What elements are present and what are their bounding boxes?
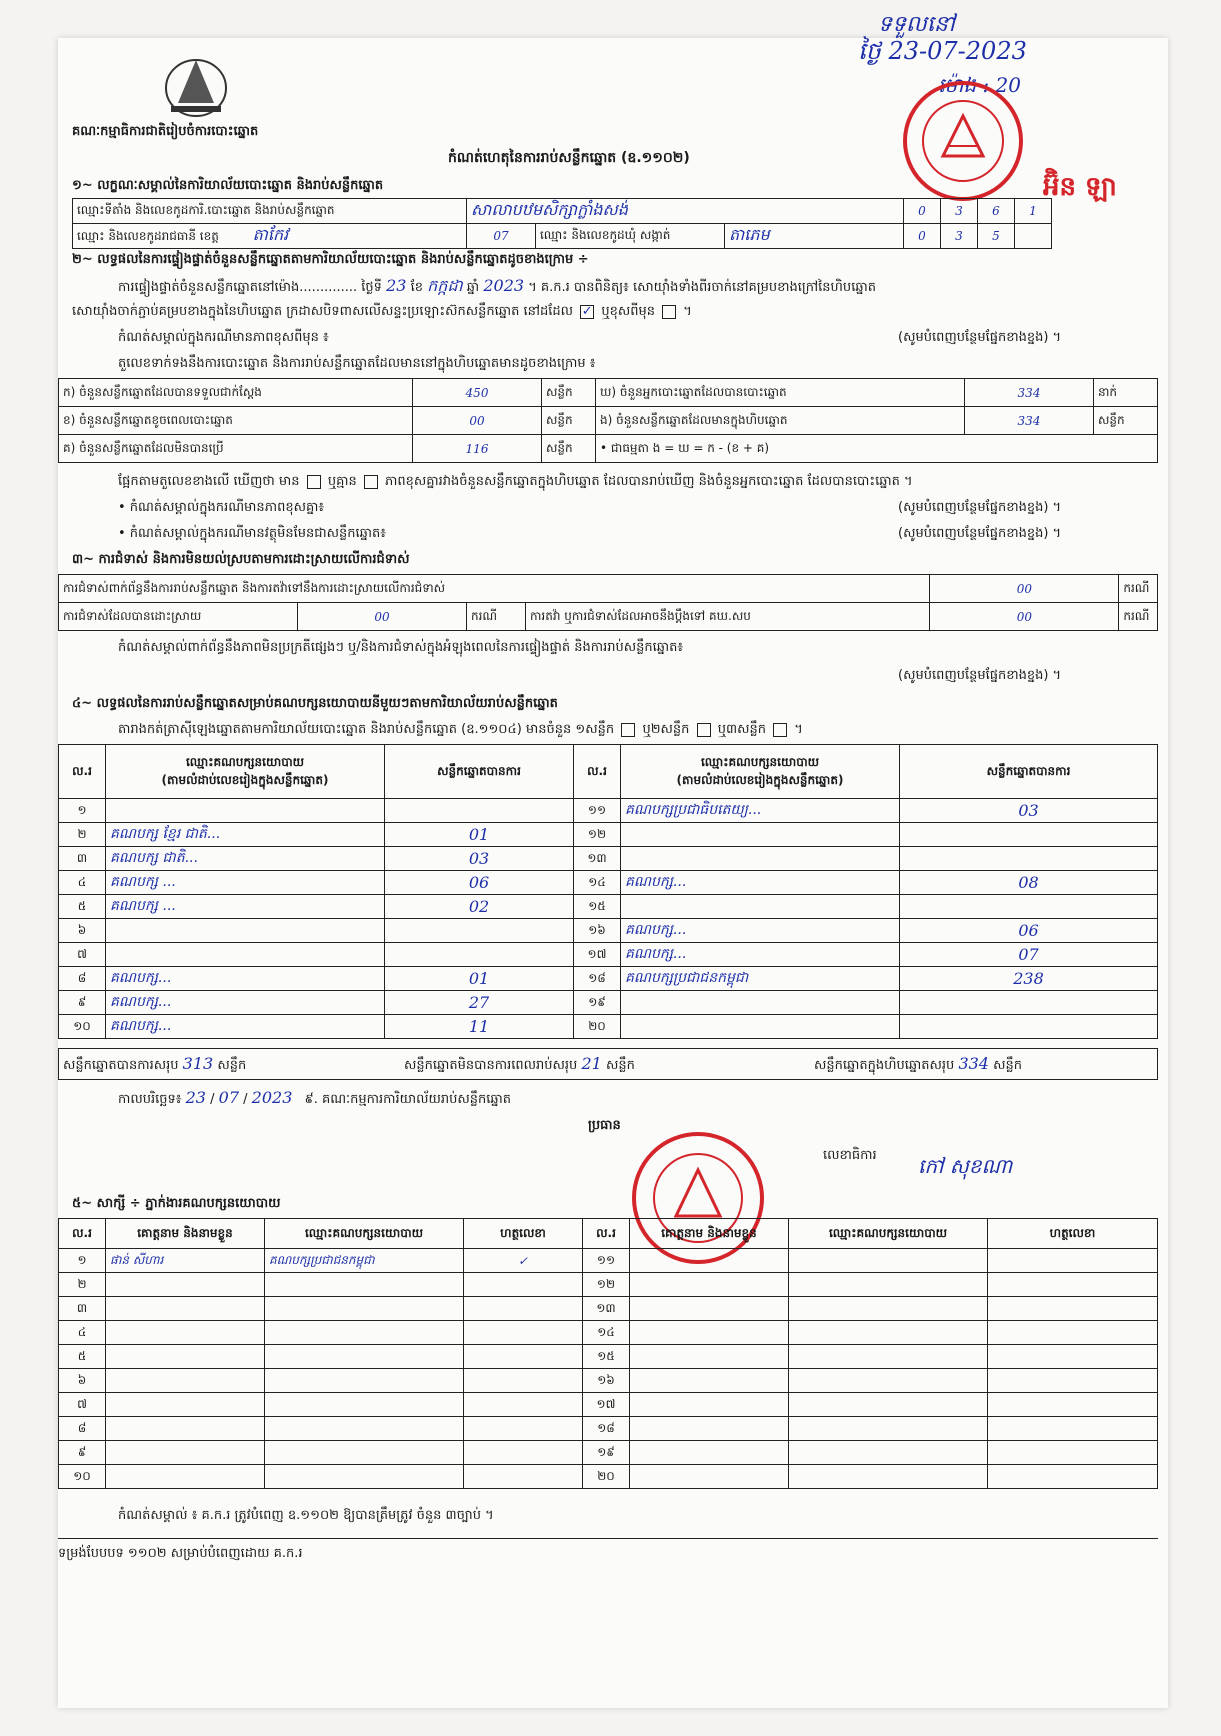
- witness-name: [630, 1465, 789, 1489]
- location-label: ឈ្មោះទីតាំង និងលេខកូដការិ.បោះឆ្នោត និងរាប់សន្លឹកឆ្នោត: [73, 199, 467, 224]
- witness-table: [58, 1218, 1158, 1489]
- section5-heading: ៥~ សាក្សី ÷ ភ្នាក់ងារគណបក្សនយោបាយ: [72, 1196, 281, 1211]
- col-sign: ហត្ថលេខា: [464, 1219, 583, 1249]
- party-name: [621, 823, 900, 847]
- form-label: ទម្រង់បែបបទ ១១០២ សម្រាប់បំពេញដោយ គ.ក.រ: [58, 1546, 303, 1561]
- party-votes: [900, 823, 1158, 847]
- one-sheet-checkbox[interactable]: [621, 723, 635, 737]
- party-votes: [385, 919, 574, 943]
- row-no: ១១: [574, 799, 621, 823]
- witness-party: [789, 1273, 988, 1297]
- witness-party: [789, 1441, 988, 1465]
- witness-signature: [464, 1297, 583, 1321]
- party-votes: 01: [385, 823, 574, 847]
- witness-name: [630, 1297, 789, 1321]
- party-name: គណបក្សប្រជាធិបតេយ្យ...: [621, 799, 900, 823]
- witness-signature: [988, 1273, 1158, 1297]
- table-row: [59, 1465, 1158, 1489]
- party-votes: [900, 1015, 1158, 1039]
- witness-signature: ✓: [464, 1249, 583, 1273]
- party-name: គណបក្ស...: [106, 1015, 385, 1039]
- witness-signature: [464, 1465, 583, 1489]
- figures-intro: តួលេខទាក់ទងនឹងការបោះឆ្នោត និងការរាប់សន្លឹកឆ្នោតដែលមាននៅក្នុងហិបឆ្នោតមានដូចខាងក្រោម ៖: [118, 356, 596, 371]
- spoiled-ballots-value: 00: [413, 407, 542, 435]
- row-no: ១០: [59, 1465, 106, 1489]
- party-name: គណបក្ស ...: [106, 871, 385, 895]
- location-code-3: 6: [978, 199, 1015, 224]
- no-discrepancy-checkbox[interactable]: [364, 475, 378, 489]
- col-party: ឈ្មោះគណបក្សនយោបាយ: [265, 1219, 464, 1249]
- tally-sheet-line: តារាងកត់ត្រាស៊ីឡេងឆ្នោតតាមការិយាល័យបោះឆ្នោត និងរាប់សន្លឹកឆ្នោត (ឧ.១១០៤) មានចំនួន ១សន្លឹក ឬ២សន្លឹក ឬ៣សន្លឹក ។: [118, 722, 803, 737]
- bullet-discrepancy: • កំណត់សម្គាល់ក្នុងករណីមានភាពខុសគ្នា៖: [118, 500, 325, 515]
- table-row: [59, 1015, 1158, 1039]
- party-votes: 03: [900, 799, 1158, 823]
- table-row: [59, 871, 1158, 895]
- witness-signature: [464, 1321, 583, 1345]
- row-no: ១៧: [583, 1393, 630, 1417]
- party-votes: 06: [900, 919, 1158, 943]
- row-no: ១៩: [574, 991, 621, 1015]
- witness-signature: [988, 1345, 1158, 1369]
- party-name: គណបក្ស ខ្មែរ ជាតិ...: [106, 823, 385, 847]
- bullet-discrepancy-hint: (សូមបំពេញបន្ថែមផ្នែកខាងខ្នង) ។: [898, 500, 1062, 515]
- witness-signature: [988, 1417, 1158, 1441]
- party-votes: 02: [385, 895, 574, 919]
- complaints-table: [58, 574, 1158, 631]
- unit-label: ករណី: [467, 603, 526, 631]
- witness-party: [789, 1345, 988, 1369]
- secretary-label: លេខាធិការ: [823, 1148, 877, 1163]
- verify-year: 2023: [483, 276, 525, 295]
- received-ballots-label: ក) ចំនួនសន្លឹកឆ្នោតដែលបានទទួលជាក់ស្តែង: [59, 379, 413, 407]
- witness-party: [265, 1393, 464, 1417]
- witness-party: [789, 1321, 988, 1345]
- witness-name: [106, 1369, 265, 1393]
- row-no: ១៦: [583, 1369, 630, 1393]
- witness-signature: [988, 1393, 1158, 1417]
- party-votes: [900, 895, 1158, 919]
- party-name: [106, 799, 385, 823]
- witness-party: [265, 1321, 464, 1345]
- row-no: ១១: [583, 1249, 630, 1273]
- party-name: [621, 847, 900, 871]
- official-stamp-icon: [898, 76, 1028, 206]
- party-name: [106, 919, 385, 943]
- col-party: ឈ្មោះគណបក្សនយោបាយ (តាមលំដាប់លេខរៀងក្នុងសន្លឹកឆ្នោត): [621, 745, 900, 799]
- voters-voted-value: 334: [965, 379, 1094, 407]
- unit-label: សន្លឹក: [542, 435, 596, 463]
- row-no: ២០: [574, 1015, 621, 1039]
- table-row: [59, 1369, 1158, 1393]
- table-row: [59, 991, 1158, 1015]
- row-no: ៦: [59, 919, 106, 943]
- row-no: ៤: [59, 871, 106, 895]
- witness-signature: [464, 1273, 583, 1297]
- col-name: គោត្តនាម និងនាមខ្លួន: [106, 1219, 265, 1249]
- ballots-in-box-label: ង) ចំនួនសន្លឹកឆ្នោតដែលមានក្នុងហិបឆ្នោត: [596, 407, 965, 435]
- witness-name: [106, 1393, 265, 1417]
- witness-name: [106, 1417, 265, 1441]
- party-votes: 03: [385, 847, 574, 871]
- received-ballots-value: 450: [413, 379, 542, 407]
- witness-name: [106, 1297, 265, 1321]
- results-table: [58, 744, 1158, 1039]
- resolved-label: ការជំទាស់ដែលបានដោះស្រាយ: [59, 603, 298, 631]
- row-no: ៥: [59, 895, 106, 919]
- party-votes: 07: [900, 943, 1158, 967]
- table-row: [59, 895, 1158, 919]
- row-no: ៥: [59, 1345, 106, 1369]
- party-votes: [385, 799, 574, 823]
- witness-party: [265, 1441, 464, 1465]
- row-no: ២: [59, 1273, 106, 1297]
- col-no: ល.រ: [59, 745, 106, 799]
- bullet-foreign-objects-hint: (សូមបំពេញបន្ថែមផ្នែកខាងខ្នង) ។: [898, 526, 1062, 541]
- col-sign: ហត្ថលេខា: [988, 1219, 1158, 1249]
- received-time: ម៉ោង : 20: [938, 73, 1021, 97]
- party-name: គណបក្ស...: [106, 991, 385, 1015]
- witness-name: [106, 1441, 265, 1465]
- table-row: [59, 1249, 1158, 1273]
- row-no: ១០: [59, 1015, 106, 1039]
- party-name: គណបក្ស...: [621, 943, 900, 967]
- witness-party: [265, 1465, 464, 1489]
- table-row: [59, 799, 1158, 823]
- appeal-value: 00: [930, 603, 1119, 631]
- row-no: ៦: [59, 1369, 106, 1393]
- section1-heading: ១~ លក្ខណៈសម្គាល់នៃការិយាល័យបោះឆ្នោត និងរាប់សន្លឹកឆ្នោត: [72, 178, 384, 193]
- table-row: [59, 1393, 1158, 1417]
- row-no: ១២: [574, 823, 621, 847]
- witness-signature: [464, 1369, 583, 1393]
- witness-signature: [988, 1369, 1158, 1393]
- party-votes: 08: [900, 871, 1158, 895]
- difference-note-label: កំណត់សម្គាល់ក្នុងករណីមានភាពខុសពីមុន ៖: [118, 330, 329, 345]
- witness-party: [789, 1417, 988, 1441]
- location-code-4: 1: [1015, 199, 1052, 224]
- table-row: [59, 967, 1158, 991]
- witness-name: [106, 1345, 265, 1369]
- total-valid-value: 313: [182, 1054, 214, 1073]
- location-code-2: 3: [941, 199, 978, 224]
- appeal-label: ការតវ៉ា ឬការជំទាស់ដែលអាចនឹងប្តឹងទៅ គឃ.សប: [526, 603, 930, 631]
- row-no: ១៦: [574, 919, 621, 943]
- row-no: ៧: [59, 943, 106, 967]
- row-no: ៣: [59, 1297, 106, 1321]
- complaints-label: ការជំទាស់ពាក់ព័ន្ធនឹងការរាប់សន្លឹកឆ្នោត និងការតវ៉ាទៅនឹងការដោះស្រាយលើការជំទាស់: [59, 575, 930, 603]
- commune-value: តាភេម: [725, 224, 904, 249]
- party-name: គណបក្ស ...: [106, 895, 385, 919]
- witness-name: [630, 1273, 789, 1297]
- col-party: ឈ្មោះគណបក្សនយោបាយ (តាមលំដាប់លេខរៀងក្នុងសន្លឹកឆ្នោត): [106, 745, 385, 799]
- witness-signature: [988, 1441, 1158, 1465]
- row-no: ២០: [583, 1465, 630, 1489]
- national-emblem-icon: [153, 48, 239, 120]
- table-row: [59, 919, 1158, 943]
- unit-label: ករណី: [1119, 575, 1158, 603]
- row-no: ១៨: [574, 967, 621, 991]
- col-no: ល.រ: [59, 1219, 106, 1249]
- witness-signature: [988, 1321, 1158, 1345]
- party-name: គណបក្ស...: [621, 919, 900, 943]
- two-sheet-checkbox[interactable]: [697, 723, 711, 737]
- document-page: [58, 12, 1168, 1708]
- witness-signature: [464, 1393, 583, 1417]
- row-no: ១៤: [583, 1321, 630, 1345]
- page-title: កំណត់ហេតុនៃការរាប់សន្លឹកឆ្នោត (ឧ.១១០២): [448, 150, 690, 166]
- witness-name: [630, 1345, 789, 1369]
- chair-label: ប្រធាន: [588, 1118, 621, 1133]
- party-name: [621, 991, 900, 1015]
- witness-party: [265, 1345, 464, 1369]
- received-date: ថ្ងៃ 23-07-2023: [858, 37, 1027, 65]
- commune-label: ឈ្មោះ និងលេខកូដឃុំ សង្កាត់: [536, 224, 725, 249]
- party-votes: 238: [900, 967, 1158, 991]
- table-row: [59, 1417, 1158, 1441]
- witness-party: [789, 1249, 988, 1273]
- has-discrepancy-checkbox[interactable]: [307, 475, 321, 489]
- table-row: [59, 1345, 1158, 1369]
- col-no: ល.រ: [574, 745, 621, 799]
- section4-heading: ៤~ លទ្ធផលនៃការរាប់សន្លឹកឆ្នោតសម្រាប់គណបក្សនយោបាយនីមួយៗតាមការិយាល័យរាប់សន្លឹកឆ្នោត: [72, 696, 558, 711]
- footer-note: កំណត់សម្គាល់ ៖ គ.ក.រ ត្រូវបំពេញ ឧ.១១០២ ឱ្យបានត្រឹមត្រូវ ចំនួន ៣ច្បាប់ ។: [118, 1508, 494, 1523]
- witness-party: [265, 1297, 464, 1321]
- witness-name: [630, 1441, 789, 1465]
- party-votes: 06: [385, 871, 574, 895]
- row-no: ១៩: [583, 1441, 630, 1465]
- commune-code-3: 5: [978, 224, 1015, 249]
- receiver-name: អ៊ិន ឡា: [1043, 172, 1117, 202]
- row-no: ៩: [59, 1441, 106, 1465]
- witness-party: [265, 1369, 464, 1393]
- location-code-1: 0: [904, 199, 941, 224]
- witness-name: [106, 1273, 265, 1297]
- witness-name: [630, 1393, 789, 1417]
- row-no: ១៣: [583, 1297, 630, 1321]
- voters-voted-label: ឃ) ចំនួនអ្នកបោះឆ្នោតដែលបានបោះឆ្នោត: [596, 379, 965, 407]
- witness-name: ផាន់ សីហារ: [106, 1249, 265, 1273]
- three-sheet-checkbox[interactable]: [773, 723, 787, 737]
- row-no: ១៣: [574, 847, 621, 871]
- witness-party: គណបក្សប្រជាជនកម្ពុជា: [265, 1249, 464, 1273]
- row-no: ១៧: [574, 943, 621, 967]
- verification-line: ការផ្ទៀងផ្ទាត់ចំនួនសន្លឹកឆ្នោតនៅម៉ោង.............. ថ្ងៃទី 23 ខែ កក្កដា ឆ្នាំ 2023 ។ គ.ក.រ បានពិនិត្យ៖ សោយ៉ាំងទាំងពីរចាក់នៅគម្របខាងក្រៅនៃហិបឆ្នោត: [118, 276, 876, 295]
- witness-party: [789, 1297, 988, 1321]
- total-box-value: 334: [958, 1054, 989, 1073]
- witness-party: [789, 1393, 988, 1417]
- discrepancy-line: ផ្អែកតាមតួលេខខាងលើ ឃើញថា មាន ឬគ្មាន ភាពខុសគ្នារវាងចំនួនសន្លឹកឆ្នោតក្នុងហិបឆ្នោត ដែលបានរាប់ឃើញ និងចំនួនអ្នកបោះឆ្នោត ដែលបានបោះឆ្នោត ។: [118, 474, 913, 489]
- received-note: ទទួលនៅ: [878, 12, 955, 37]
- table-row: [59, 1273, 1158, 1297]
- bullet-foreign-objects: • កំណត់សម្គាល់ក្នុងករណីមានវត្ថុមិនមែនជាសន្លឹកឆ្នោត៖: [118, 526, 386, 541]
- row-no: ៤: [59, 1321, 106, 1345]
- row-no: ១២: [583, 1273, 630, 1297]
- changed-checkbox[interactable]: [662, 305, 676, 319]
- unit-label: សន្លឹក: [542, 379, 596, 407]
- witness-name: [106, 1321, 265, 1345]
- province-label: ឈ្មោះ និងលេខកូដរាជធានី ខេត្ត តាកែវ: [73, 224, 467, 249]
- col-votes: សន្លឹកឆ្នោតបានការ: [900, 745, 1158, 799]
- witness-signature: [464, 1417, 583, 1441]
- unused-ballots-value: 116: [413, 435, 542, 463]
- witness-signature: [464, 1441, 583, 1465]
- party-name: គណបក្ស ជាតិ...: [106, 847, 385, 871]
- table-row: [59, 943, 1158, 967]
- spoiled-ballots-label: ខ) ចំនួនសន្លឹកឆ្នោតខូចពេលបោះឆ្នោត: [59, 407, 413, 435]
- org-name: គណៈកម្មាធិការជាតិរៀបចំការបោះឆ្នោត: [72, 124, 259, 139]
- row-no: ១: [59, 1249, 106, 1273]
- row-no: ៨: [59, 967, 106, 991]
- section2-heading: ២~ លទ្ធផលនៃការផ្ទៀងផ្ទាត់ចំនួនសន្លឹកឆ្នោតតាមការិយាល័យបោះឆ្នោត និងរាប់សន្លឹកឆ្នោតដូចខាងក្រោម ÷: [72, 252, 589, 267]
- formula-note: • ជាធម្មតា ង = ឃ = ក - (ខ + គ): [596, 435, 1158, 463]
- complaints-value: 00: [930, 575, 1119, 603]
- table-row: [59, 1321, 1158, 1345]
- party-votes: 11: [385, 1015, 574, 1039]
- totals-row: សន្លឹកឆ្នោតបានការសរុប 313 សន្លឹក សន្លឹកឆ្នោតមិនបានការពេលរាប់សរុប 21 សន្លឹក សន្លឹកឆ្នោតក្នុងហិបឆ្នោតសរុប 334 សន្លឹក: [58, 1048, 1158, 1080]
- row-no: ១: [59, 799, 106, 823]
- province-code: 07: [467, 224, 536, 249]
- party-votes: 27: [385, 991, 574, 1015]
- row-no: ១៥: [574, 895, 621, 919]
- party-name: គណបក្ស...: [106, 967, 385, 991]
- location-value: សាលាបឋមសិក្សាក្លាំងសង់: [467, 199, 904, 224]
- col-name: គោត្តនាម និងនាមខ្លួន: [630, 1219, 789, 1249]
- col-party: ឈ្មោះគណបក្សនយោបាយ: [789, 1219, 988, 1249]
- figures-table: [58, 378, 1158, 463]
- party-votes: 01: [385, 967, 574, 991]
- party-name: [621, 1015, 900, 1039]
- witness-party: [265, 1273, 464, 1297]
- table-row: [59, 1441, 1158, 1465]
- row-no: ៧: [59, 1393, 106, 1417]
- row-no: ១៨: [583, 1417, 630, 1441]
- total-invalid-value: 21: [581, 1054, 602, 1073]
- commune-code-4: [1015, 224, 1052, 249]
- irregularity-note: កំណត់សម្គាល់ពាក់ព័ន្ធនឹងភាពមិនប្រក្រតីផ្សេងៗ ឬ/និងការជំទាស់ក្នុងអំឡុងពេលនៃការផ្ទៀងផ្ទាត់ និងការរាប់សន្លឹកឆ្នោត៖: [118, 640, 684, 655]
- row-no: ៩: [59, 991, 106, 1015]
- witness-signature: [988, 1249, 1158, 1273]
- party-votes: [385, 943, 574, 967]
- witness-signature: [988, 1297, 1158, 1321]
- resolved-value: 00: [298, 603, 467, 631]
- witness-signature: [464, 1345, 583, 1369]
- unchanged-checkbox[interactable]: ✓: [581, 303, 593, 319]
- footer-divider: [58, 1538, 1158, 1539]
- table-row: [59, 823, 1158, 847]
- verify-month: កក្កដា: [427, 276, 463, 295]
- unit-label: នាក់: [1094, 379, 1158, 407]
- party-votes: [900, 847, 1158, 871]
- col-no: ល.រ: [583, 1219, 630, 1249]
- secretary-name: កៅ សុខណា: [918, 1154, 1013, 1178]
- section3-heading: ៣~ ការជំទាស់ និងការមិនយល់ស្របតាមការដោះស្រាយលើការជំទាស់: [72, 552, 410, 567]
- witness-name: [630, 1369, 789, 1393]
- row-no: ៣: [59, 847, 106, 871]
- witness-party: [789, 1465, 988, 1489]
- row-no: ២: [59, 823, 106, 847]
- witness-name: [630, 1321, 789, 1345]
- party-name: គណបក្សប្រជាជនកម្ពុជា: [621, 967, 900, 991]
- table-row: [59, 847, 1158, 871]
- ballots-in-box-value: 334: [965, 407, 1094, 435]
- difference-note-hint: (សូមបំពេញបន្ថែមផ្នែកខាងខ្នង) ។: [898, 330, 1062, 345]
- witness-party: [789, 1369, 988, 1393]
- witness-name: [630, 1249, 789, 1273]
- witness-signature: [988, 1465, 1158, 1489]
- seal-line: សោយ៉ាំងចាក់ភ្ជាប់គម្របខាងក្នុងនៃហិបឆ្នោត ក្រដាសបិទពាសលើសន្ទះប្រឡោះស៊កសន្លឹកឆ្នោត នៅដដែល ✓ ឬខុសពីមុន ។: [72, 303, 692, 319]
- col-votes: សន្លឹកឆ្នោតបានការ: [385, 745, 574, 799]
- row-no: ៨: [59, 1417, 106, 1441]
- witness-name: [106, 1465, 265, 1489]
- party-votes: [900, 991, 1158, 1015]
- witness-party: [265, 1417, 464, 1441]
- row-no: ១៥: [583, 1345, 630, 1369]
- section1-table: [72, 198, 1052, 249]
- irregularity-note-hint: (សូមបំពេញបន្ថែមផ្នែកខាងខ្នង) ។: [898, 668, 1062, 683]
- unused-ballots-label: គ) ចំនួនសន្លឹកឆ្នោតដែលមិនបានប្រើ: [59, 435, 413, 463]
- signing-date: កាលបរិច្ឆេទ៖ 23 / 07 / 2023 ៩. គណៈកម្មការការិយាល័យរាប់សន្លឹកឆ្នោត: [118, 1088, 511, 1107]
- witness-name: [630, 1417, 789, 1441]
- table-row: [59, 1297, 1158, 1321]
- row-no: ១៤: [574, 871, 621, 895]
- party-name: [621, 895, 900, 919]
- party-name: [106, 943, 385, 967]
- party-name: គណបក្ស...: [621, 871, 900, 895]
- unit-label: សន្លឹក: [542, 407, 596, 435]
- commune-code-1: 0: [904, 224, 941, 249]
- unit-label: ករណី: [1119, 603, 1158, 631]
- verify-day: 23: [386, 276, 407, 295]
- unit-label: សន្លឹក: [1094, 407, 1158, 435]
- commune-code-2: 3: [941, 224, 978, 249]
